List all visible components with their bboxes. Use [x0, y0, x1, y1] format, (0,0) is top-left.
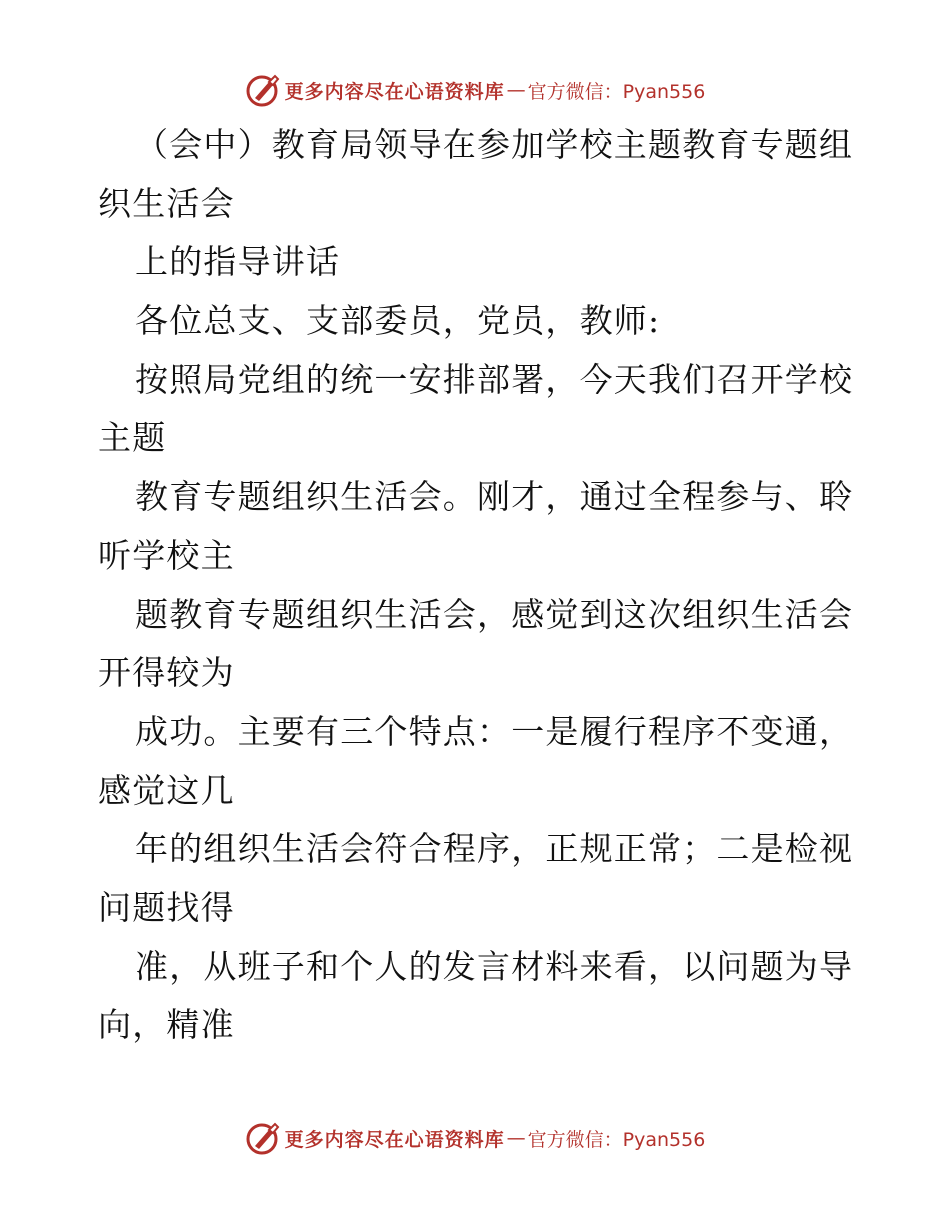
text-line: 按照局党组的统一安排部署，今天我们召开学校 — [135, 359, 854, 399]
banner-brand-text: 更多内容尽在心语资料库 — [284, 1128, 505, 1151]
text-line: （会中）教育局领导在参加学校主题教育专题组 — [135, 125, 854, 164]
banner-separator: — — [506, 79, 526, 101]
text-line: 向，精准 — [98, 1005, 235, 1045]
text-line: 各位总支、支部委员，党员，教师: — [135, 301, 661, 341]
text-line: 感觉这几 — [98, 770, 235, 810]
header-banner — [0, 70, 950, 110]
pen-circle-logo-icon — [245, 1120, 281, 1156]
text-line: 主题 — [98, 418, 167, 458]
document-body — [98, 116, 858, 1055]
banner-wechat-text: 官方微信：Pyan556 — [527, 1128, 706, 1151]
text-line: 准，从班子和个人的发言材料来看，以问题为导 — [135, 946, 854, 986]
text-line: 题教育专题组织生活会，感觉到这次组织生活会 — [135, 594, 854, 634]
text-line: 教育专题组织生活会。刚才，通过全程参与、聆 — [135, 477, 854, 517]
text-line: 问题找得 — [98, 887, 235, 927]
text-line: 成功。主要有三个特点：一是履行程序不变通， — [135, 711, 854, 751]
banner-wechat-text: 官方微信：Pyan556 — [527, 80, 706, 103]
banner-separator: — — [506, 1127, 526, 1149]
text-line: 上的指导讲话 — [135, 242, 341, 282]
pen-circle-logo-icon — [245, 72, 281, 108]
banner-brand-text: 更多内容尽在心语资料库 — [284, 80, 505, 103]
text-line: 开得较为 — [98, 653, 235, 693]
text-line: 听学校主 — [98, 535, 235, 575]
text-line: 年的组织生活会符合程序，正规正常；二是检视 — [135, 829, 854, 869]
text-line: 织生活会 — [98, 183, 235, 223]
footer-banner — [0, 1118, 950, 1158]
